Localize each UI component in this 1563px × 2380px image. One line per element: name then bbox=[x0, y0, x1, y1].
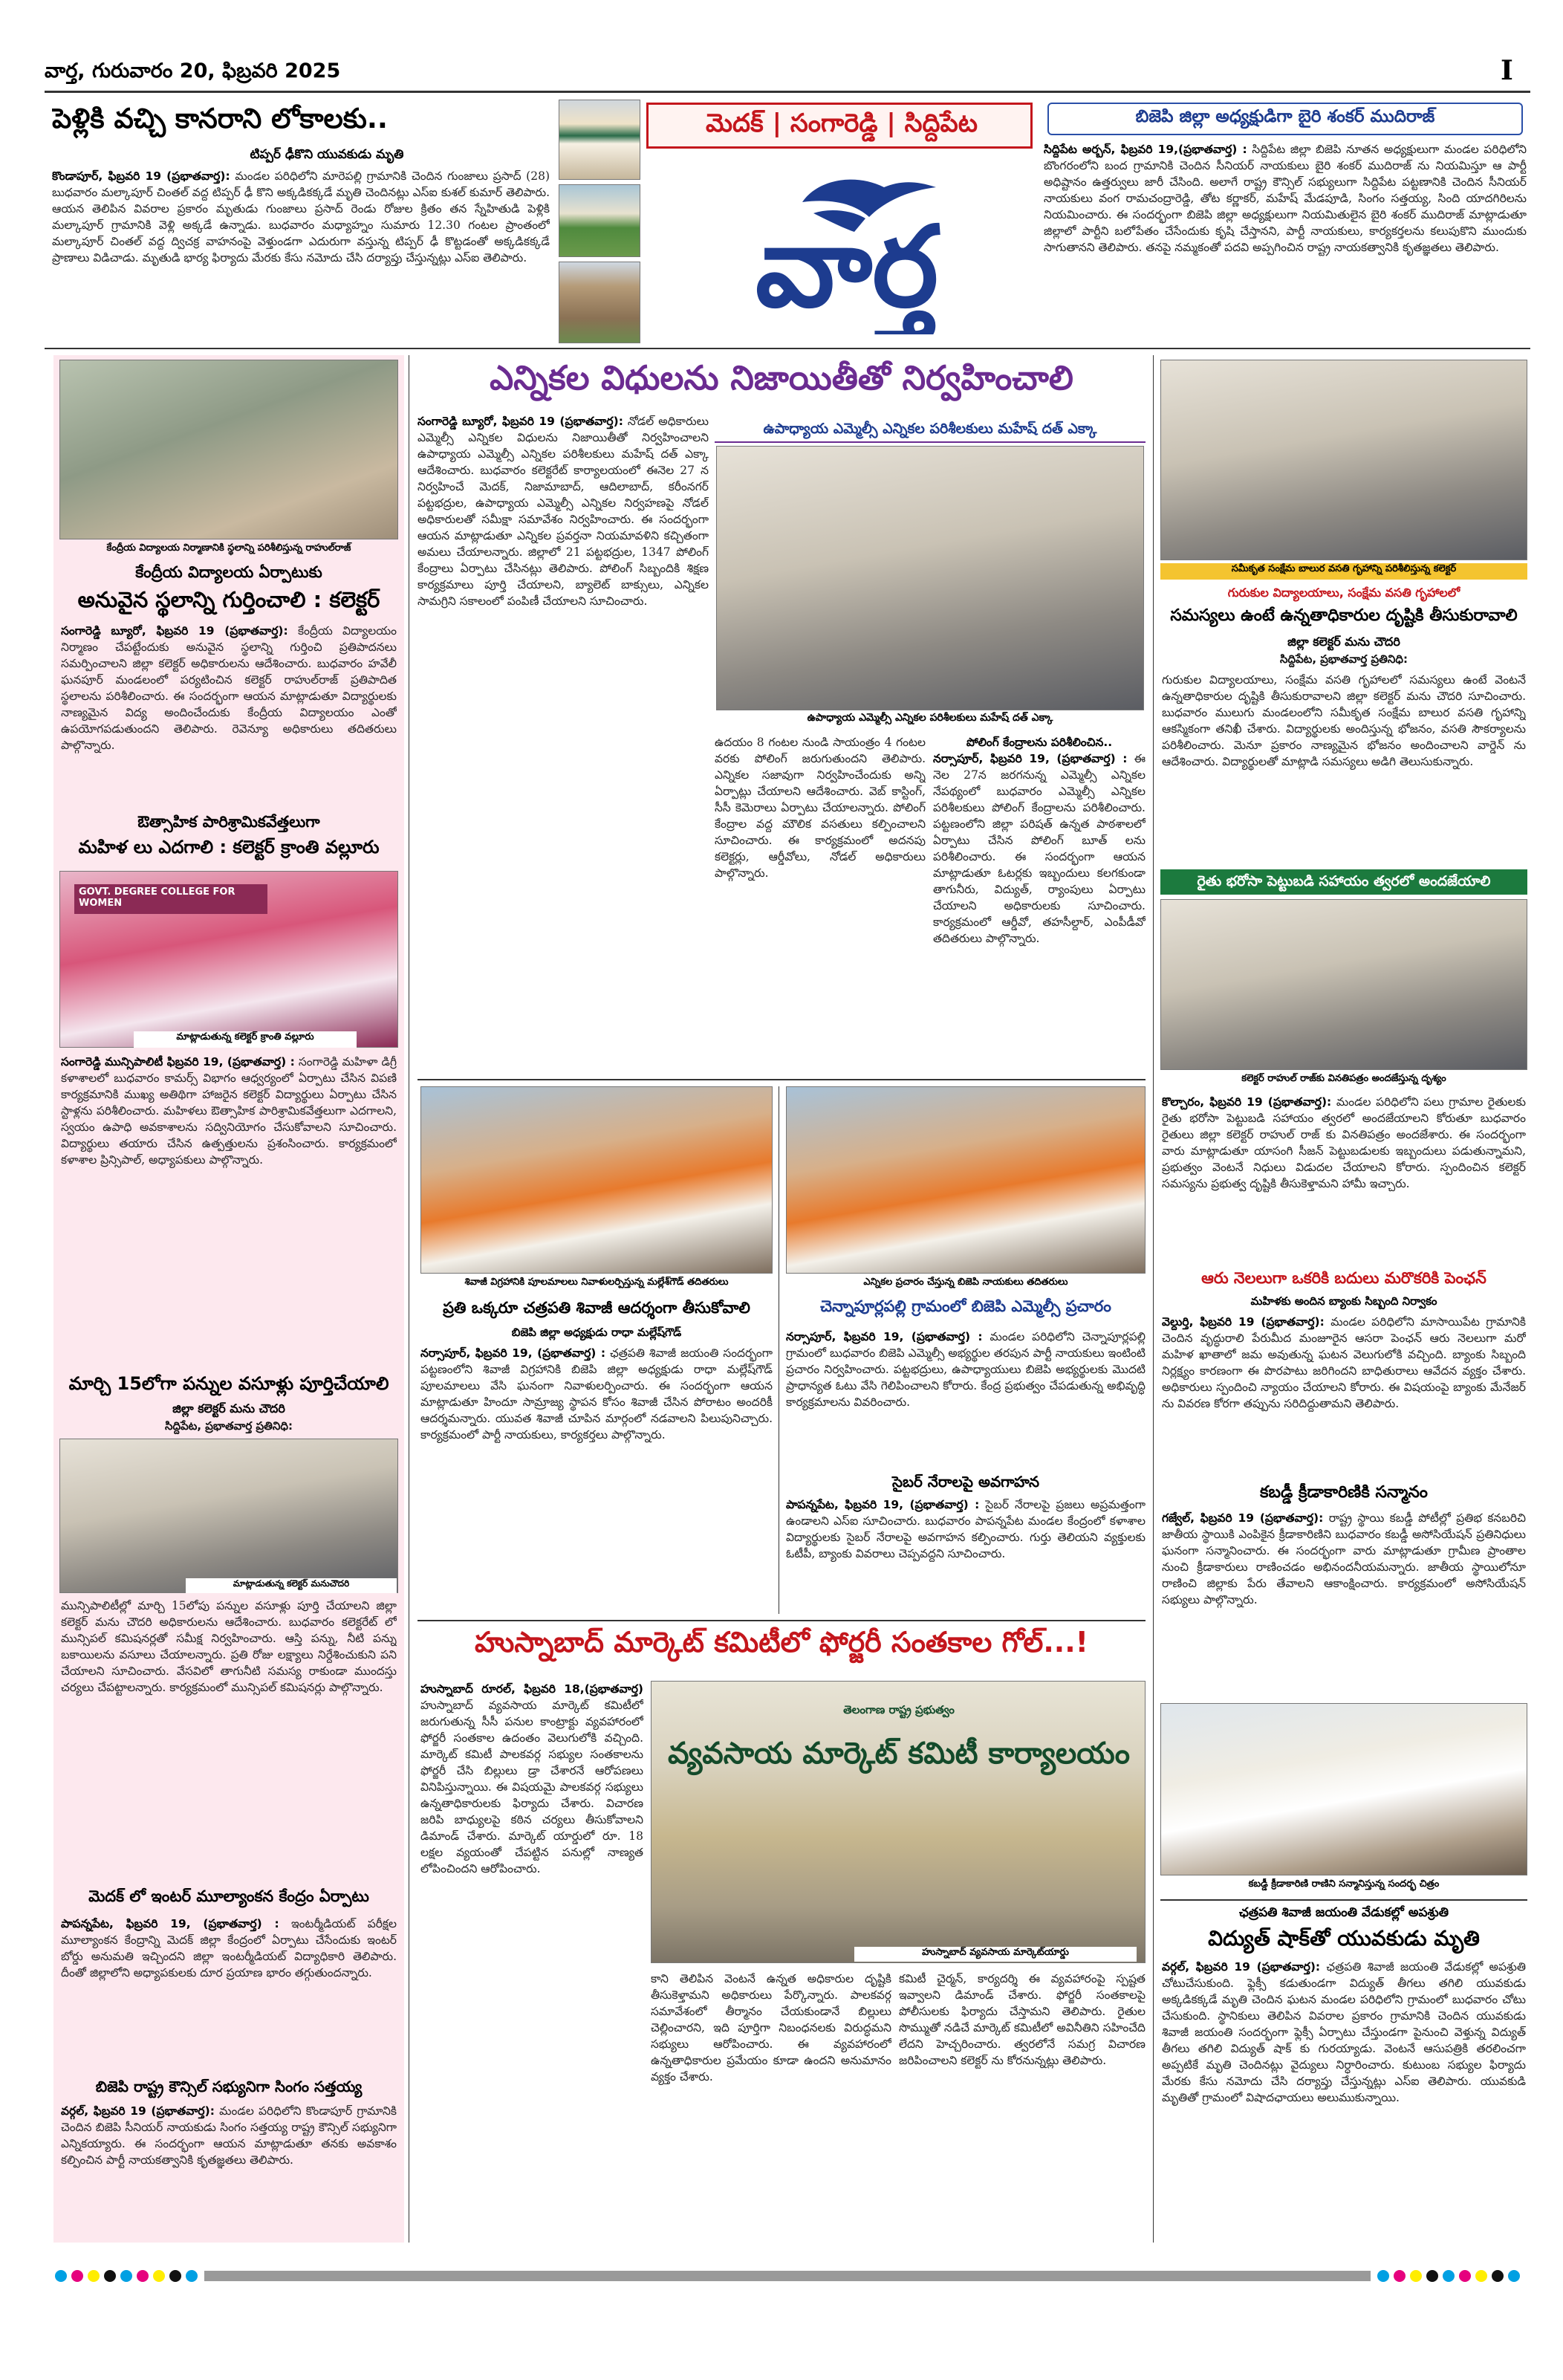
market-col1-text: హుస్నాబాద్ వ్యవసాయ మార్కెట్ కమిటీలో జరుగుతున్న సీసీ పనుల కాంట్రాక్టు వ్యవహారంలో ఫోర్జరీ సంతకాల ఉదంతం వెలుగులోకి వచ్చింది. మార్కెట్ కమిటీ పాలకవర్గ సభ్యుల సంతకాలను ఫోర్జరీ చేసి బిల్లులు డ్రా చేశారనే ఆరోపణలు వినిపిస్తున్నాయి. ఈ విషయమై పాలకవర్గ సభ్యులు ఉన్నతాధికారులకు ఫిర్యాదు చేశారు. విచారణ జరిపి బాధ్యులపై కఠిన చర్యలు తీసుకోవాలని డిమాండ్ చేశారు. మార్కెట్ యార్డులో రూ. 18 లక్షల వ్యయంతో చేపట్టిన పనుల్లో నాణ్యత లోపించిందని ఆరోపించారు. bbox=[420, 1699, 643, 1875]
lead-bottom-rule bbox=[417, 1079, 1146, 1080]
top-left-text: మండల పరిధిలోని మారెపల్లి గ్రామానికి చెందిన గుంజాలు ప్రసాద్ (28) బుధవారం మల్కాపూర్ చింతల్ వద్ద టిప్పర్ ఢీ కొని అక్కడికక్కడే మృతి చెందినట్లు ఎస్ఐ కుశల్ కుమార్ తెలిపారు. ఆయన తెలిపిన వివరాల ప్రకారం మృతుడు గుంజాలు ప్రసాద్ రెండు రోజుల క్రితం తన స్నేహితుడి పెళ్లికి మల్కాపూర్ గ్రామానికి వెళ్లి అక్కడే ఉన్నాడు. బుధవారం మధ్యాహ్నం సుమారు 12.30 గంటల ప్రాంతంలో మల్కాపూర్ చింతల్ వద్ద ద్విచక్ర వాహనంపై వెళ్తుండగా ఎదురుగా వస్తున్న టిప్పర్ ఢీ కొట్టడంతో అక్కడికక్కడే ప్రాణాలు విడిచాడు. మృతుడి భార్య ఫిర్యాదు మేరకు కేసు నమోదు చేసి దర్యాప్తు చేస్తున్నట్లు ఎస్ఐ తెలిపారు. bbox=[52, 169, 550, 265]
farmer-headline: రైతు భరోసా పెట్టుబడి సహాయం త్వరలో అందజేయాలి bbox=[1197, 873, 1491, 889]
top-left-subhead: టిప్పర్ ఢీకొని యువకుడు మృతి bbox=[250, 147, 404, 162]
lead-col3-dateline: నర్సాపూర్, ఫిబ్రవరి 19, (ప్రభాతవార్త) : bbox=[933, 752, 1128, 765]
shivaji-sub: బిజెపి జిల్లా అధ్యక్షుడు రాధా మల్లేష్‌గౌడ్ bbox=[511, 1326, 682, 1339]
market-dateline: హుస్నాబాద్ రూరల్, ఫిబ్రవరి 18,(ప్రభాతవార్త) bbox=[420, 1682, 643, 1696]
market-photo-caption: హుస్నాబాద్ వ్యవసాయ మార్కెట్‌యార్డు bbox=[854, 1947, 1137, 1962]
gurukul-photo bbox=[1160, 360, 1527, 560]
women-banner-text: GOVT. DEGREE COLLEGE FOR WOMEN bbox=[74, 884, 267, 914]
taxes-headline: మార్చి 15లోగా పన్నుల వసూళ్లు పూర్తిచేయాలి bbox=[68, 1373, 389, 1394]
top-left-headline: పెళ్లికి వచ్చి కానరాని లోకాలకు.. bbox=[52, 103, 388, 134]
top-section-rule bbox=[45, 348, 1530, 349]
gurukul-body: గురుకుల విద్యాలయాలు, సంక్షేమ వసతి గృహాలలో సమస్యలు ఉంటే వెంటనే ఉన్నతాధికారుల దృష్టికి తీసుకురావాలని జిల్లా కలెక్టర్ మను చౌదరి సూచించారు. బుధవారం ములుగు మండలంలోని సమీకృత సంక్షేమ బాలుర వసతి గృహాన్ని ఆకస్మికంగా తనిఖీ చేశారు. విద్యార్థులకు అందిస్తున్న భోజనం, వసతి సౌకర్యాలను పరిశీలించారు. మెనూ ప్రకారం నాణ్యమైన భోజనం అందించాలని వార్డెన్ ను ఆదేశించారు. విద్యార్థులతో మాట్లాడి సమస్యలు అడిగి తెలుసుకున్నారు. bbox=[1162, 673, 1526, 768]
lead-photo-caption: ఉపాధ్యాయ ఎమ్మెల్సీ ఎన్నికల పరిశీలకులు మహేష్ దత్ ఎక్కా bbox=[807, 712, 1053, 724]
cyber-headline: సైబర్ నేరాలపై అవగాహన bbox=[891, 1473, 1040, 1491]
kendriya-body bbox=[61, 623, 397, 808]
farmer-photo-caption: కలెక్టర్ రాహుల్ రాజ్‌కు వినతిపత్రం అందజేస్తున్న దృశ్యం bbox=[1241, 1073, 1446, 1084]
market-col3: కమిటీ చైర్మన్, కార్యదర్శి ఈ వ్యవహారంపై స్పష్టత ఇవ్వాలని డిమాండ్ చేశారు. ఫోర్జరీ సంతకాలపై పోలీసులకు ఫిర్యాదు చేస్తామని తెలిపారు. రైతుల సొమ్ముతో నడిచే మార్కెట్ కమిటీలో అవినీతిని సహించేది లేదని హెచ్చరించారు. త్వరలోనే సమగ్ర విచారణ జరిపించాలని కలెక్టర్ ను కోరనున్నట్లు తెలిపారు. bbox=[899, 1972, 1146, 2067]
shivaji-photo bbox=[420, 1086, 773, 1274]
women-photo-caption: మాట్లాడుతున్న కలెక్టర్ క్రాంతి వల్లూరు bbox=[134, 1031, 357, 1048]
sports-headline: కబడ్డీ క్రీడాకారిణికి సన్మానం bbox=[1260, 1483, 1428, 1502]
lead-col2: ఉదయం 8 గంటల నుండి సాయంత్రం 4 గంటల వరకు పోలింగ్ జరుగుతుందని తెలిపారు. ఎన్నికల సజావుగా నిర్వహించేందుకు అన్ని ఏర్పాట్లు చేయాలని ఆదేశించారు. వెబ్ కాస్టింగ్, సీసీ కెమెరాలు ఏర్పాటు చేయాలన్నారు. పోలింగ్ కేంద్రాల వద్ద మౌలిక వసతులు కల్పించాలని సూచించారు. ఈ కార్యక్రమంలో అదనపు కలెక్టర్లు, ఆర్డీవోలు, నోడల్ అధికారులు పాల్గొన్నారు. bbox=[715, 736, 926, 880]
temple-photo bbox=[559, 100, 640, 180]
shock-kicker: ఛత్రపతి శివాజీ జయంతి వేడుకల్లో అపశ్రుతి bbox=[1238, 1905, 1449, 1920]
page-number: I bbox=[1501, 55, 1513, 86]
sports-photo-caption: కబడ్డీ క్రీడాకారిణి రాణిని సన్మానిస్తున్న సందర్భ చిత్రం bbox=[1248, 1878, 1440, 1890]
top-right-dateline: సిద్దిపేట అర్బన్, ఫిబ్రవరి 19,(ప్రభాతవార్త) : bbox=[1044, 143, 1247, 156]
top-left-body bbox=[52, 168, 550, 336]
market-top-rule bbox=[417, 1620, 1146, 1621]
masthead-rule bbox=[45, 91, 1530, 93]
women-headline: మహిళ లు ఎదగాలి : కలెక్టర్ క్రాంతి వల్లూరు bbox=[78, 837, 380, 857]
garden-photo bbox=[559, 184, 640, 257]
taxes-photo bbox=[59, 1439, 398, 1593]
footer-registration-strip bbox=[45, 2265, 1530, 2287]
evaluation-body bbox=[61, 1916, 397, 2073]
shivaji-photo-caption: శివాజీ విగ్రహానికి పూలమాలలు నివాళులర్పిస్తున్న మల్లేశ్‌గౌడ్ తదితరులు bbox=[464, 1277, 729, 1288]
top-right-body bbox=[1044, 141, 1527, 343]
shock-top-rule bbox=[1160, 1899, 1527, 1901]
gurukul-headline: సమస్యలు ఉంటే ఉన్నతాధికారుల దృష్టికి తీసుకురావాలి bbox=[1170, 606, 1518, 625]
top-right-text: సిద్దిపేట జిల్లా బిజెపి నూతన అధ్యక్షులుగా మండల పరిధిలోని బొంగరంలోని బంద గ్రామానికి చెందిన సీనియర్ నాయకులు బైరి శంకర్ ముదిరాజ్ ను నియమిస్తూ ఆ పార్టీ అధిష్టానం ఉత్తర్వులు జారీ చేసింది. అలాగే రాష్ట్ర కౌన్సిల్ సభ్యులుగా సిద్దిపేట పట్టణానికి చెందిన సీనియర్ నాయకులు వంగ రామచంద్రారెడ్డి, తోట కర్ణాకర్, మహేష్ మేడపూడి, సింగం సత్తయ్య, సింది యాదగిరిలను నియమించారు. ఈ సందర్భంగా బిజెపి జిల్లా అధ్యక్షులుగా నియమితులైన బైరి శంకర్ ముదిరాజ్ మాట్లాడుతూ జిల్లాలో పార్టీని బలోపేతం చేసేందుకు కృషి చేస్తానని, పార్టీ నాయకులు, కార్యకర్తలను కలుపుకొని ముందుకు సాగుతానని తెలిపారు. తనపై నమ్మకంతో పదవి అప్పగించిన రాష్ట్ర నాయకత్వానికి కృతజ్ఞతలు తెలిపారు. bbox=[1044, 143, 1527, 254]
gurukul-photo-caption: సమీకృత సంక్షేమ బాలుర వసతి గృహాన్ని పరిశీలిస్తున్న కలెక్టర్ bbox=[1160, 563, 1527, 580]
campaign-photo-caption: ఎన్నికల ప్రచారం చేస్తున్న బిజెపి నాయకులు తదితరులు bbox=[863, 1277, 1068, 1288]
kendriya-photo-caption: కేంద్రీయ విద్యాలయ నిర్మాణానికి స్థలాన్ని పరిశీలిస్తున్న రాహుల్‌రాజ్ bbox=[106, 542, 351, 554]
campaign-headline: చెన్నాపూర్లపల్లి గ్రామంలో బిజెపి ఎమ్మెల్సీ ప్రచారం bbox=[820, 1297, 1111, 1315]
page-dateline: వార్త, గురువారం 20, ఫిబ్రవరి 2025 bbox=[45, 59, 341, 82]
market-col2: కాని తెలిపిన వెంటనే ఉన్నత అధికారుల దృష్టికి తీసుకెళ్తామని అధికారులు పేర్కొన్నారు. పాలకవర్గ సమావేశంలో తీర్మానం చేయకుండానే బిల్లులు చెల్లించారని, ఇది పూర్తిగా నిబంధనలకు విరుద్ధమని సభ్యులు ఆరోపించారు. ఈ వ్యవహారంలో ఉన్నతాధికారుల ప్రమేయం కూడా ఉందని అనుమానం వ్యక్తం చేశారు. bbox=[651, 1972, 891, 2084]
campaign-dateline: నర్సాపూర్, ఫిబ్రవరి 19, (ప్రభాతవార్త) : bbox=[786, 1330, 983, 1343]
lead-col3-text: ఈ నెల 27న జరగనున్న ఎమ్మెల్సీ ఎన్నికల నేపథ్యంలో బుధవారం ఎమ్మెల్సీ ఎన్నికల పరిశీలకులు పోలింగ్ కేంద్రాలను పరిశీలించారు. పట్టణంలోని జిల్లా పరిషత్ ఉన్నత పాఠశాలలో ఏర్పాటు చేసిన పోలింగ్ బూత్ లను పరిశీలించారు. ఈ సందర్భంగా ఆయన మాట్లాడుతూ ఓటర్లకు ఇబ్బందులు కలగకుండా తాగునీరు, విద్యుత్, ర్యాంపులు ఏర్పాటు చేయాలని అధికారులకు సూచించారు. కార్యక్రమంలో ఆర్డీవో, తహసీల్దార్, ఎంపీడీవో తదితరులు పాల్గొన్నారు. bbox=[933, 752, 1146, 945]
pension-dateline: వెల్దుర్తి, ఫిబ్రవరి 19 (ప్రభాతవార్త): bbox=[1162, 1315, 1325, 1329]
sports-dateline: గజ్వేల్, ఫిబ్రవరి 19 (ప్రభాతవార్త): bbox=[1162, 1511, 1324, 1525]
women-kicker: ఔత్సాహిక పారిశ్రామికవేత్తలుగా bbox=[137, 813, 320, 831]
lead-text: నోడల్ అధికారులు ఎమ్మెల్సీ ఎన్నికల విధులను నిజాయితీతో నిర్వహించాలని ఉపాధ్యాయ ఎమ్మెల్సీ ఎన్నికల పరిశీలకులు మహేష్ దత్ ఎక్కా ఆదేశించారు. బుధవారం కలెక్టరేట్ కార్యాలయంలో ఈనెల 27 న నిర్వహించే మెదక్, నిజామాబాద్, ఆదిలాబాద్, కరీంనగర్ పట్టభద్రుల, ఉపాధ్యాయ ఎమ్మెల్సీ ఎన్నికల నిర్వహణపై నోడల్ అధికారులతో సమీక్షా సమావేశం నిర్వహించారు. ఈ సందర్భంగా ఆయన మాట్లాడుతూ ఎన్నికల ప్రవర్తనా నియమావళిని కచ్చితంగా అమలు చేయాలన్నారు. జిల్లాలో 21 పట్టభద్రుల, 1347 పోలింగ్ కేంద్రాలు ఏర్పాటు చేసినట్లు తెలిపారు. పోలింగ్ సిబ్బందికి శిక్షణ కార్యక్రమాలు పూర్తి చేయాలని, బ్యాలెట్ బాక్సులు, ఎన్నికల సామగ్రిని సకాలంలో పంపిణీ చేయాలని సూచించారు. bbox=[417, 415, 709, 608]
evaluation-headline: మెదక్ లో ఇంటర్ మూల్యాంకన కేంద్రం ఏర్పాటు bbox=[88, 1887, 369, 1905]
women-text: సంగారెడ్డి మహిళా డిగ్రీ కళాశాలలో బుధవారం కామర్స్ విభాగం ఆధ్వర్యంలో ఏర్పాటు చేసిన విపణి కార్యక్రమానికి ముఖ్య అతిథిగా హాజరైన కలెక్టర్ విద్యార్థులు ఏర్పాటు చేసిన స్టాళ్లను పరిశీలించారు. మహిళలు ఔత్సాహిక పారిశ్రామికవేత్తలుగా ఎదగాలని, స్వయం ఉపాధి అవకాశాలను సద్వినియోగం చేసుకోవాలని సూచించారు. విద్యార్థులు తయారు చేసిన ఉత్పత్తులను ప్రశంసించారు. కార్యక్రమంలో కళాశాల ప్రిన్సిపాల్, అధ్యాపకులు పాల్గొన్నారు. bbox=[61, 1055, 397, 1167]
farmer-text: మండల పరిధిలోని పలు గ్రామాల రైతులకు రైతు భరోసా పెట్టుబడి సహాయం త్వరలో అందజేయాలని కోరుతూ బుధవారం రైతులు జిల్లా కలెక్టర్ రాహుల్ రాజ్ కు వినతిపత్రం అందజేశారు. ఈ సందర్భంగా వారు మాట్లాడుతూ యాసంగి సీజన్ పెట్టుబడులకు ఇబ్బందులు పడుతున్నామని, ప్రభుత్వం వెంటనే నిధులు విడుదల చేయాలని కోరారు. స్పందించిన కలెక్టర్ సమస్యను ప్రభుత్వ దృష్టికి తీసుకెళ్తామని హామీ ఇచ్చారు. bbox=[1162, 1095, 1526, 1190]
farmer-dateline: కొల్చారం, ఫిబ్రవరి 19 (ప్రభాతవార్త): bbox=[1162, 1095, 1332, 1109]
registration-marks-icon bbox=[45, 2265, 1530, 2287]
shock-headline: విద్యుత్ షాక్‌తో యువకుడు మృతి bbox=[1208, 1926, 1480, 1951]
kendriya-text: కేంద్రీయ విద్యాలయం నిర్మాణం చేపట్టేందుకు అనువైన స్థలాన్ని గుర్తించి ప్రతిపాదనలు సమర్పించాలని జిల్లా కలెక్టర్ అధికారులను ఆదేశించారు. బుధవారం హవేలీ ఘనపూర్ మండలంలో పర్యటించిన కలెక్టర్ రాహుల్‌రాజ్ ప్రతిపాదిత స్థలాలను పరిశీలించారు. ఈ సందర్భంగా ఆయన మాట్లాడుతూ విద్యార్థులకు నాణ్యమైన విద్య అందించేందుకు కేంద్రీయ విద్యాలయం ఎంతో ఉపయోగపడుతుందని తెలిపారు. రెవెన్యూ అధికారులు తదితరులు పాల్గొన్నారు. bbox=[61, 624, 397, 752]
sports-text: రాష్ట్ర స్థాయి కబడ్డీ పోటీల్లో ప్రతిభ కనబరిచి జాతీయ స్థాయికి ఎంపికైన క్రీడాకారిణిని బుధవారం కబడ్డీ అసోసియేషన్ ప్రతినిధులు ఘనంగా సన్మానించారు. ఈ సందర్భంగా వారు మాట్లాడుతూ గ్రామీణ ప్రాంతాల నుంచి క్రీడాకారులు రాణించడం అభినందనీయమన్నారు. జాతీయ స్థాయిలోనూ రాణించి జిల్లాకు పేరు తేవాలని ఆకాంక్షించారు. కార్యక్రమంలో అసోసియేషన్ సభ్యులు పాల్గొన్నారు. bbox=[1162, 1511, 1526, 1606]
gurukul-kicker: గురుకుల విద్యాలయాలు, సంక్షేమ వసతి గృహాలలో bbox=[1227, 586, 1460, 600]
market-sign: వ్యవసాయ మార్కెట్ కమిటీ కార్యాలయం bbox=[667, 1737, 1131, 1771]
cyber-text: సైబర్ నేరాలపై ప్రజలు అప్రమత్తంగా ఉండాలని ఎస్ఐ సూచించారు. బుధవారం పాపన్నపేట మండల కేంద్రంలో కళాశాల విద్యార్థులకు సైబర్ నేరాలపై అవగాహన కల్పించారు. గుర్తు తెలియని వ్యక్తులకు ఓటీపీ, బ్యాంకు వివరాలు చెప్పవద్దని సూచించారు. bbox=[786, 1498, 1146, 1560]
shivaji-text: ఛత్రపతి శివాజీ జయంతి సందర్భంగా పట్టణంలోని శివాజీ విగ్రహానికి బిజెపి జిల్లా అధ్యక్షుడు రాధా మల్లేష్‌గౌడ్ పూలమాలలు వేసి ఘనంగా నివాళులర్పించారు. ఈ సందర్భంగా ఆయన మాట్లాడుతూ హిందూ సామ్రాజ్య స్థాపన కోసం శివాజీ చేసిన పోరాటం అందరికీ ఆదర్శమన్నారు. యువత శివాజీ చూపిన మార్గంలో నడవాలని పిలుపునిచ్చారు. కార్యక్రమంలో పార్టీ నాయకులు, కార్యకర్తలు పాల్గొన్నారు. bbox=[420, 1346, 773, 1442]
bjp-council-dateline: వర్గల్, ఫిబ్రవరి 19 (ప్రభాతవార్త): bbox=[61, 2104, 215, 2118]
shivaji-headline: ప్రతి ఒక్కరూ చత్రపతి శివాజీ ఆదర్శంగా తీసుకోవాలి bbox=[443, 1299, 750, 1317]
clock-tower-photo bbox=[559, 262, 640, 343]
shivaji-body bbox=[420, 1345, 773, 1614]
taxes-photo-caption: మాట్లాడుతున్న కలెక్టర్ మనుచౌదరి bbox=[186, 1578, 397, 1593]
lead-body bbox=[417, 413, 709, 1071]
campaign-photo bbox=[786, 1086, 1146, 1274]
farmer-body bbox=[1162, 1094, 1526, 1263]
shock-text: ఛత్రపతి శివాజీ జయంతి వేడుకల్లో అపశ్రుతి చోటుచేసుకుంది. ఫ్లెక్సీ కడుతుండగా విద్యుత్ తీగలు తగిలి యువకుడు అక్కడికక్కడే మృతి చెందిన ఘటన మండల పరిధిలోని గ్రామంలో బుధవారం చోటు చేసుకుంది. స్థానికులు తెలిపిన వివరాల ప్రకారం గ్రామానికి చెందిన యువకుడు శివాజీ జయంతి సందర్భంగా ఫ్లెక్సీ ఏర్పాటు చేస్తుండగా పైనుంచి వెళ్తున్న విద్యుత్ తీగలు తగిలి విద్యుత్ షాక్ కు గురయ్యాడు. వెంటనే ఆసుపత్రికి తరలించగా అప్పటికే మృతి చెందినట్లు వైద్యులు నిర్ధారించారు. కుటుంబ సభ్యుల ఫిర్యాదు మేరకు కేసు నమోదు చేసి దర్యాప్తు చేస్తున్నట్లు ఎస్ఐ తెలిపారు. యువకుడి మృతితో గ్రామంలో విషాదఛాయలు అలుముకున్నాయి. bbox=[1162, 1960, 1526, 2104]
evaluation-dateline: పాపన్నపేట, ఫిబ్రవరి 19, (ప్రభాతవార్త) : bbox=[61, 1917, 279, 1930]
pension-body bbox=[1162, 1314, 1526, 1480]
bjp-council-headline: బిజెపి రాష్ట్ర కౌన్సిల్ సభ్యునిగా సింగం సత్తయ్య bbox=[95, 2078, 363, 2095]
evaluation-text: ఇంటర్మీడియట్ పరీక్షల మూల్యాంకన కేంద్రాన్ని మెదక్ జిల్లా కేంద్రంలో ఏర్పాటు చేసేందుకు ఇంటర్ బోర్డు అనుమతి ఇచ్చిందని జిల్లా ఇంటర్మీడియట్ విద్యాధికారి తెలిపారు. దీంతో జిల్లాలోని అధ్యాపకులకు దూర ప్రయాణ భారం తగ్గుతుందన్నారు. bbox=[61, 1917, 397, 1979]
top-right-headline: బిజెపి జిల్లా అధ్యక్షుడిగా బైరి శంకర్ ముదిరాజ్ bbox=[1135, 107, 1435, 126]
market-headline: హుస్నాబాద్ మార్కెట్ కమిటీలో ఫోర్జరీ సంతకాల గోల్...! bbox=[474, 1626, 1089, 1658]
campaign-text: మండల పరిధిలోని చెన్నాపూర్లపల్లి గ్రామంలో బుధవారం బిజెపి ఎమ్మెల్సీ అభ్యర్థుల తరపున పార్టీ నాయకులు ఇంటింటి ప్రచారం నిర్వహించారు. పట్టభద్రులు, ఉపాధ్యాయులు బిజెపి అభ్యర్థులకు మొదటి ప్రాధాన్యత ఓటు వేసి గెలిపించాలని కోరారు. కేంద్ర ప్రభుత్వం చేపడుతున్న అభివృద్ధి కార్యక్రమాలను వివరించారు. bbox=[786, 1330, 1146, 1409]
cyber-dateline: పాపన్నపేట, ఫిబ్రవరి 19, (ప్రభాతవార్త) : bbox=[786, 1498, 980, 1511]
lead-photo bbox=[716, 446, 1144, 710]
kendriya-photo bbox=[59, 360, 398, 539]
taxes-dateline: సిద్దిపేట, ప్రభాతవార్త ప్రతినిధి: bbox=[164, 1419, 293, 1433]
lead-headline: ఎన్నికల విధులను నిజాయితీతో నిర్వహించాలి bbox=[490, 358, 1073, 398]
lead-dateline: సంగారెడ్డి బ్యూరో, ఫిబ్రవరి 19 (ప్రభాతవార్త): bbox=[417, 415, 623, 428]
cyber-body bbox=[786, 1497, 1146, 1614]
sports-photo bbox=[1160, 1703, 1527, 1875]
women-dateline: సంగారెడ్డి మున్సిపాలిటీ ఫిబ్రవరి 19, (ప్రభాతవార్త) : bbox=[61, 1055, 295, 1069]
shock-dateline: వర్గల్, ఫిబ్రవరి 19 (ప్రభాతవార్త): bbox=[1162, 1960, 1321, 1974]
farmer-photo bbox=[1160, 899, 1527, 1070]
brand-name: వార్త bbox=[755, 203, 939, 332]
lead-col3-sub: పోలింగ్ కేంద్రాలను పరిశీలించిన.. bbox=[966, 736, 1113, 749]
market-sign-small: తెలంగాణ రాష్ట్ర ప్రభుత్వం bbox=[843, 1703, 955, 1716]
market-photo bbox=[651, 1681, 1146, 1963]
taxes-byline: జిల్లా కలెక్టర్ మను చౌదరి bbox=[172, 1401, 285, 1416]
kendriya-dateline: సంగారెడ్డి బ్యూరో, ఫిబ్రవరి 19 (ప్రభాతవార్త): bbox=[61, 624, 288, 638]
kendriya-kicker: కేంద్రీయ విద్యాలయ ఏర్పాటుకు bbox=[135, 563, 322, 581]
right-column-divider bbox=[1153, 355, 1154, 2243]
pension-sub: మహిళకు అందిన బ్యాంకు సిబ్బంది నిర్వాకం bbox=[1250, 1294, 1437, 1308]
kendriya-headline: అనువైన స్థలాన్ని గుర్తించాలి : కలెక్టర్ bbox=[77, 587, 380, 612]
bjp-council-text: మండల పరిధిలోని కొండాపూర్ గ్రామానికి చెందిన బిజెపి సీనియర్ నాయకుడు సింగం సత్తయ్య రాష్ట్ర కౌన్సిల్ సభ్యునిగా ఎన్నికయ్యారు. ఈ సందర్భంగా ఆయన మాట్లాడుతూ తనకు అవకాశం కల్పించిన పార్టీ నాయకత్వానికి కృతజ్ఞతలు తెలిపారు. bbox=[61, 2104, 397, 2167]
women-body bbox=[61, 1054, 397, 1367]
taxes-body: మున్సిపాలిటీల్లో మార్చి 15లోపు పన్నుల వసూళ్లు పూర్తి చేయాలని జిల్లా కలెక్టర్ మను చౌదరి అధికారులను ఆదేశించారు. బుధవారం కలెక్టరేట్ లో మున్సిపల్ కమిషనర్లతో సమీక్ష నిర్వహించారు. ఆస్తి పన్ను, నీటి పన్ను బకాయిలను వసూలు చేయాలన్నారు. ప్రతి రోజు లక్ష్యాలు నిర్దేశించుకుని పని చేయాలని సూచించారు. వేసవిలో తాగునీటి సమస్య రాకుండా ముందస్తు చర్యలు చేపట్టాలన్నారు. కార్యక్రమంలో మున్సిపల్ కమిషనర్లు పాల్గొన్నారు. bbox=[61, 1599, 397, 1694]
sports-body bbox=[1162, 1510, 1526, 1696]
lead-col3 bbox=[933, 734, 1146, 1073]
bjp-council-body bbox=[61, 2103, 397, 2240]
shivaji-dateline: నర్సాపూర్, ఫిబ్రవరి 19, (ప్రభాతవార్త) : bbox=[420, 1346, 606, 1360]
district-names: మెదక్ | సంగారెడ్డి | సిద్దిపేట bbox=[706, 108, 978, 138]
gurukul-byline: జిల్లా కలెక్టర్ మను చౌదరి bbox=[1287, 635, 1400, 649]
pension-headline: ఆరు నెలలుగా ఒకరికి బదులు మరొకరికి పెంఛన్ bbox=[1201, 1269, 1486, 1287]
pension-text: మండల పరిధిలోని మాసాయిపేట గ్రామానికి చెందిన వృద్ధురాలి పేరుమీద మంజూరైన ఆసరా పెంఛన్ ఆరు నెలలుగా మరో మహిళ ఖాతాలో జమ అవుతున్న ఘటన వెలుగులోకి వచ్చింది. బ్యాంకు సిబ్బంది నిర్లక్ష్యం కారణంగా ఈ పొరపాటు జరిగిందని బాధితురాలు ఆవేదన వ్యక్తం చేశారు. అధికారులు స్పందించి న్యాయం చేయాలని కోరారు. ఈ విషయంపై బ్యాంకు మేనేజర్ ను వివరణ కోరగా తప్పును సరిదిద్దుతామని తెలిపారు. bbox=[1162, 1315, 1526, 1410]
gurukul-dateline: సిద్దిపేట, ప్రభాతవార్త ప్రతినిధి: bbox=[1279, 652, 1408, 666]
lead-photo-title: ఉపాధ్యాయ ఎమ్మెల్సీ ఎన్నికల పరిశీలకులు మహేష్ దత్ ఎక్కా bbox=[763, 421, 1097, 437]
top-left-dateline: కొండాపూర్, ఫిబ్రవరి 19 (ప్రభాతవార్త): bbox=[52, 169, 230, 183]
campaign-body bbox=[786, 1329, 1146, 1468]
market-col1 bbox=[420, 1681, 643, 2238]
shock-body bbox=[1162, 1959, 1526, 2238]
